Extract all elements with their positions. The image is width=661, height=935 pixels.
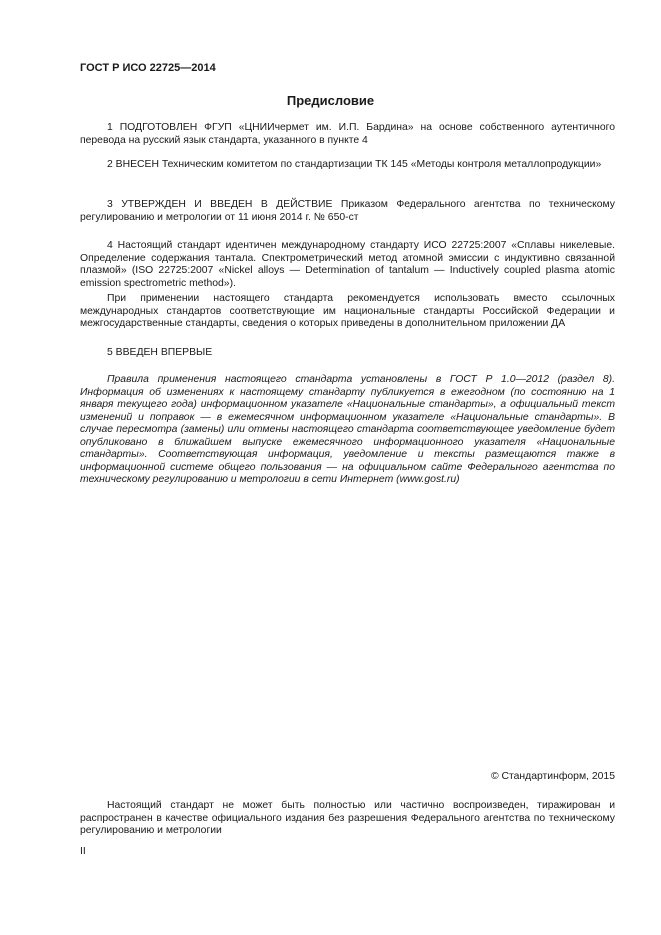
- notice-block: [80, 374, 615, 487]
- item-1-text: 1 ПОДГОТОВЛЕН ФГУП «ЦНИИчермет им. И.П. Бардина» на основе собственного аутентичного перевода на русский язык стандарта, указанного в пункте 4: [80, 122, 615, 146]
- page-title: Предисловие: [286, 93, 375, 108]
- page-number: II: [80, 846, 86, 857]
- notice-text: Правила применения настоящего стандарта установлены в ГОСТ Р 1.0—2012 (раздел 8). Информация об изменениях к настоящему стандарту публикуется в ежегодном (по состоянию на 1 января текущего года) информационном указателе «Национальные стандарты», а официальный текст изменений и поправок — в ежемесячном информационном указателе «Национальные стандарты». В случае пересмотра (замены) или отмены настоящего стандарта соответствующее уведомление будет опубликовано в ближайшем выпуске ежемесячного информационного указателя «Национальные стандарты». Соответствующая информация, уведомление и тексты размещаются также в информационной системе общего пользования — на официальном сайте Федерального агентства по техническому регулированию и метрологии в сети Интернет (www.gost.ru): [80, 374, 615, 485]
- item-3: [80, 199, 615, 224]
- item-2: [80, 159, 615, 172]
- footer-note: Настоящий стандарт не может быть полностью или частично воспроизведен, тиражирован и распространен в качестве официального издания без разрешения Федерального агентства по техническому регулированию и метрологии: [80, 800, 615, 836]
- item-2-text: 2 ВНЕСЕН Техническим комитетом по стандартизации ТК 145 «Методы контроля металлопродукции»: [107, 159, 602, 170]
- item-5-text: 5 ВВЕДЕН ВПЕРВЫЕ: [107, 347, 213, 358]
- item-4: [80, 240, 615, 290]
- item-1: [80, 122, 615, 147]
- item-4-note-text: При применении настоящего стандарта рекомендуется использовать вместо ссылочных международных стандартов соответствующие им национальные стандарты Российской Федерации и межгосударственные стандарты, сведения о которых приведены в дополнительном приложении ДА: [80, 293, 615, 329]
- item-4-text: 4 Настоящий стандарт идентичен международному стандарту ИСО 22725:2007 «Сплавы никелевые. Определение содержания тантала. Спектрометрический метод атомной эмиссии с индуктивно связанной плазмой» (ISO 22725:2007 «Nickel alloys — Determination of tantalum — Inductively coupled plasma atomic emission spectrometric method»).: [80, 240, 615, 289]
- copyright: © Стандартинформ, 2015: [490, 771, 615, 782]
- item-5: [80, 347, 615, 360]
- item-3-text: 3 УТВЕРЖДЕН И ВВЕДЕН В ДЕЙСТВИЕ Приказом Федерального агентства по техническому регулированию и метрологии от 11 июня 2014 г. № 650-ст: [80, 199, 615, 223]
- document-header: ГОСТ Р ИСО 22725—2014: [80, 62, 216, 74]
- item-4-note: [80, 293, 615, 331]
